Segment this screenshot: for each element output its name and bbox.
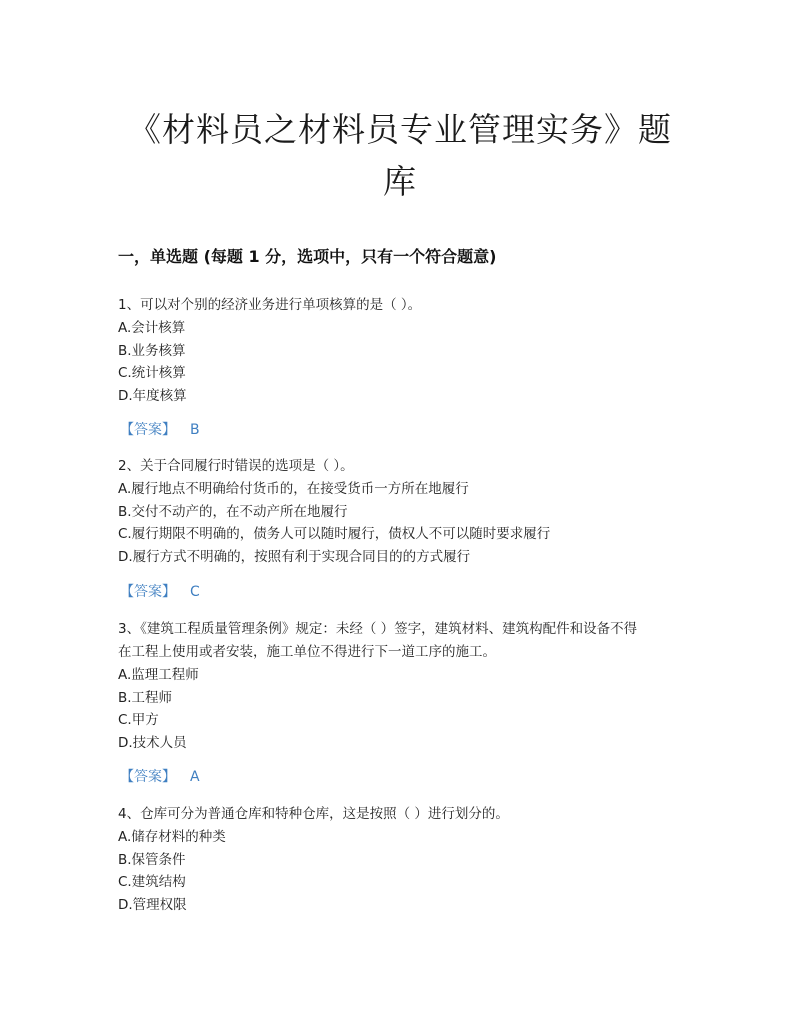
question-3-option-a: A.监理工程师 [118, 667, 199, 683]
question-3-option-c: C.甲方 [118, 712, 159, 728]
question-1-option-a: A.会计核算 [118, 320, 186, 336]
question-3-stem-line-2: 在工程上使用或者安装，施工单位不得进行下一道工序的施工。 [118, 644, 496, 660]
question-4-option-d: D.管理权限 [118, 896, 187, 913]
question-4-option-a: A.储存材料的种类 [118, 829, 226, 845]
answer-value: C [190, 584, 200, 600]
question-2-stem: 2、关于合同履行时错误的选项是（ ）。 [118, 458, 354, 474]
answer-value: B [190, 422, 200, 438]
question-3-option-d: D.技术人员 [118, 734, 187, 751]
document-title-line-1: 《材料员之材料员专业管理实务》题 [128, 110, 672, 149]
answer-value: A [190, 769, 200, 785]
document-title-line-2: 库 [383, 162, 417, 201]
question-2-option-a: A.履行地点不明确给付货币的，在接受货币一方所在地履行 [118, 481, 469, 497]
question-1-answer [120, 419, 200, 441]
question-1-option-b: B.业务核算 [118, 342, 186, 359]
question-1-option-c: C.统计核算 [118, 365, 186, 381]
question-3-answer [120, 766, 200, 788]
question-4-stem: 4、仓库可分为普通仓库和特种仓库，这是按照（ ）进行划分的。 [118, 806, 509, 822]
question-4-option-c: C.建筑结构 [118, 874, 186, 890]
question-1-option-d: D.年度核算 [118, 387, 187, 404]
question-3-option-b: B.工程师 [118, 689, 173, 706]
question-1-stem: 1、可以对个别的经济业务进行单项核算的是（ ）。 [118, 297, 422, 313]
question-1 [118, 294, 690, 407]
question-2-option-b: B.交付不动产的，在不动产所在地履行 [118, 503, 348, 520]
question-2-answer [120, 581, 200, 603]
question-4 [118, 803, 690, 916]
question-2 [118, 455, 690, 568]
section-heading: 一，单选题 (每题 1 分，选项中，只有一个符合题意) [118, 247, 497, 266]
question-2-option-c: C.履行期限不明确的，债务人可以随时履行，债权人不可以随时要求履行 [118, 526, 551, 542]
answer-label: 【答案】 [120, 584, 176, 600]
question-3 [118, 618, 690, 754]
answer-label: 【答案】 [120, 422, 176, 438]
document-title [100, 104, 700, 208]
answer-label: 【答案】 [120, 769, 176, 785]
question-2-option-d: D.履行方式不明确的，按照有利于实现合同目的的方式履行 [118, 548, 471, 565]
question-4-option-b: B.保管条件 [118, 851, 186, 868]
question-3-stem-line-1: 3、《建筑工程质量管理条例》规定：未经（ ）签字，建筑材料、建筑构配件和设备不得 [118, 621, 638, 637]
